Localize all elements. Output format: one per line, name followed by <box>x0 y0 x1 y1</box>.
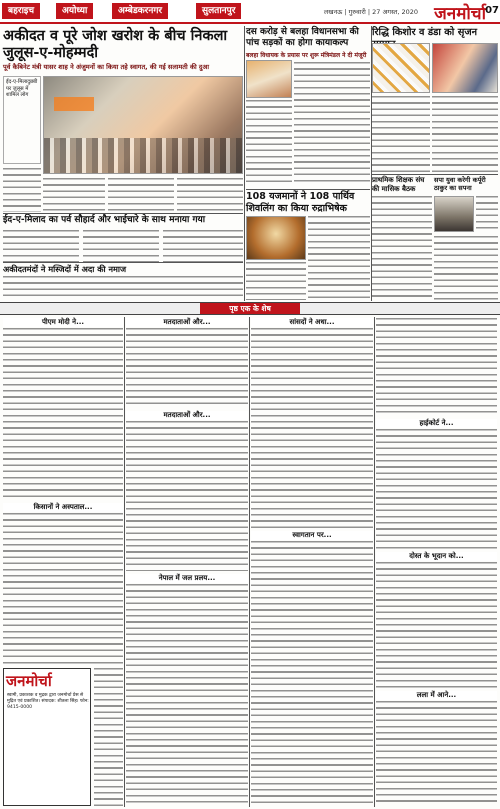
rule-h3 <box>246 189 370 190</box>
lead-col-2 <box>43 178 105 212</box>
lower-head-1: पीएम मोदी ने... <box>3 318 123 327</box>
tab-bahraich[interactable]: बहराइच <box>2 3 40 19</box>
lead-col-3 <box>108 178 174 212</box>
continuation-title: पृष्ठ एक के शेष <box>200 303 300 314</box>
lead-headline: अकीदत व पूरे जोश खरोश के बीच निकला जुलूस-ए-मोहम्मदी <box>3 27 228 61</box>
rule-v2 <box>371 26 372 301</box>
crowd-shape <box>44 138 242 173</box>
dateline: लखनऊ | गुरुवारी | 27 अगस्त, 2020 <box>323 8 418 16</box>
rule-v1 <box>244 26 245 301</box>
lower-col-3a <box>251 328 373 528</box>
rule-h2 <box>3 262 243 263</box>
middle-col-1 <box>246 100 292 186</box>
teachers-headline: प्राथमिक शिक्षक संघ की मासिक बैठक <box>372 176 425 193</box>
imprint-text: स्वामी, प्रकाशक व मुद्रक द्वारा जनमोर्चा प्रेस से मुद्रित एवं प्रकाशित। संपादक: शीतला सिंह। फोन: 9415-0000 <box>7 693 89 710</box>
second-col-3 <box>163 230 243 262</box>
lower-head-3: मतदाताओं और... <box>126 318 248 327</box>
lead-col-4 <box>177 178 243 212</box>
second-col-1 <box>3 230 79 262</box>
lower-col-4d <box>376 701 497 806</box>
shivling-headline: 108 यजमानों ने 108 पार्थिव शिवलिंग का किया रुद्राभिषेक <box>246 191 355 214</box>
second-headline: ईद-ए-मिलाद का पर्व सौहार्द और भाईचारे के साथ मनाया गया <box>3 215 206 225</box>
eid-text <box>3 276 243 300</box>
tab-ayodhya[interactable]: अयोध्या <box>56 3 93 19</box>
lead-photo <box>43 76 243 174</box>
lower-col-1c <box>94 668 123 806</box>
imprint-brand: जनमोर्चा <box>6 672 52 690</box>
lower-head-5: नेपाल में जल प्रलय... <box>126 574 248 583</box>
shivling-col-2 <box>308 216 370 300</box>
sapa-caption <box>476 196 498 232</box>
lower-head-4: मतदाताओं और... <box>126 411 248 420</box>
lower-head-10: लला में आने... <box>376 691 497 700</box>
page-number: 07 <box>485 5 499 16</box>
masthead-bar <box>0 0 500 24</box>
rule-h4 <box>372 174 498 175</box>
lower-head-9: दोस्त के भूदान को... <box>376 552 497 561</box>
right-photo-award <box>432 43 498 93</box>
lower-col-1a <box>3 328 123 500</box>
middle-subhead: बलहा विधायक के प्रयास पर शुरू मंत्रिमंडल ने दी मंजूरी <box>246 52 367 59</box>
lower-col-4a <box>376 318 497 416</box>
sapa-photo <box>434 196 474 232</box>
right-headline: रिद्धि किशोर व डंडा को सृजन <box>372 27 478 38</box>
lower-col-2c <box>126 584 248 806</box>
right-col-1 <box>372 96 430 174</box>
right-photo-left <box>372 43 430 93</box>
imprint-box <box>3 668 91 806</box>
lower-col-3b <box>251 541 373 806</box>
tab-ambedkarnagar[interactable]: अम्बेडकरनगर <box>112 3 168 19</box>
sapa-text <box>434 236 498 300</box>
lower-head-2: किसानों ने अस्पताल... <box>3 503 123 512</box>
second-col-2 <box>83 230 159 262</box>
middle-headline: दस करोड़ से बलहा विधानसभा की पांच सड़कों का होगा कायाकल्प <box>246 27 359 48</box>
lower-head-8: हाईकोर्ट ने... <box>376 419 497 428</box>
rule-v3 <box>124 317 125 807</box>
lower-head-6: सांसदों ने अधा... <box>251 318 373 327</box>
lead-subhead: पूर्व कैबिनेट मंत्री यासर शाह ने अंजुमनों का किया तहे स्वागत, की गई सलामती की दुआ <box>3 63 209 71</box>
eid-headline: अकीदतमंदों ने मस्जिदों में अदा की नमाज <box>3 264 127 274</box>
lower-col-1b <box>3 513 123 665</box>
sapa-headline: सपा युवा करेगी कर्पूरी ठाकुर का सपना <box>434 176 486 192</box>
middle-col-2 <box>294 62 370 186</box>
rule-h1 <box>3 213 243 214</box>
shivling-col-1 <box>246 262 306 300</box>
lower-col-4b <box>376 429 497 549</box>
rule-v4 <box>249 317 250 807</box>
lower-head-7: स्वागतान पर... <box>251 531 373 540</box>
flag-shape <box>54 97 94 111</box>
lower-col-2a <box>126 328 248 408</box>
lower-col-4c <box>376 562 497 688</box>
lower-col-2b <box>126 421 248 571</box>
rule-v5 <box>374 317 375 807</box>
brand-logo: जनमोर्चा <box>434 4 486 24</box>
right-col-2 <box>432 96 498 174</box>
middle-photo <box>246 60 292 98</box>
lead-sidebar-note: ईद-ए-मिलादुन्नबी पर जुलूस में शामिल लोग <box>3 76 41 164</box>
lead-col-1 <box>3 168 41 212</box>
tab-sultanpur[interactable]: सुलतानपुर <box>196 3 241 19</box>
shivling-photo <box>246 216 306 260</box>
teachers-text <box>372 196 432 300</box>
